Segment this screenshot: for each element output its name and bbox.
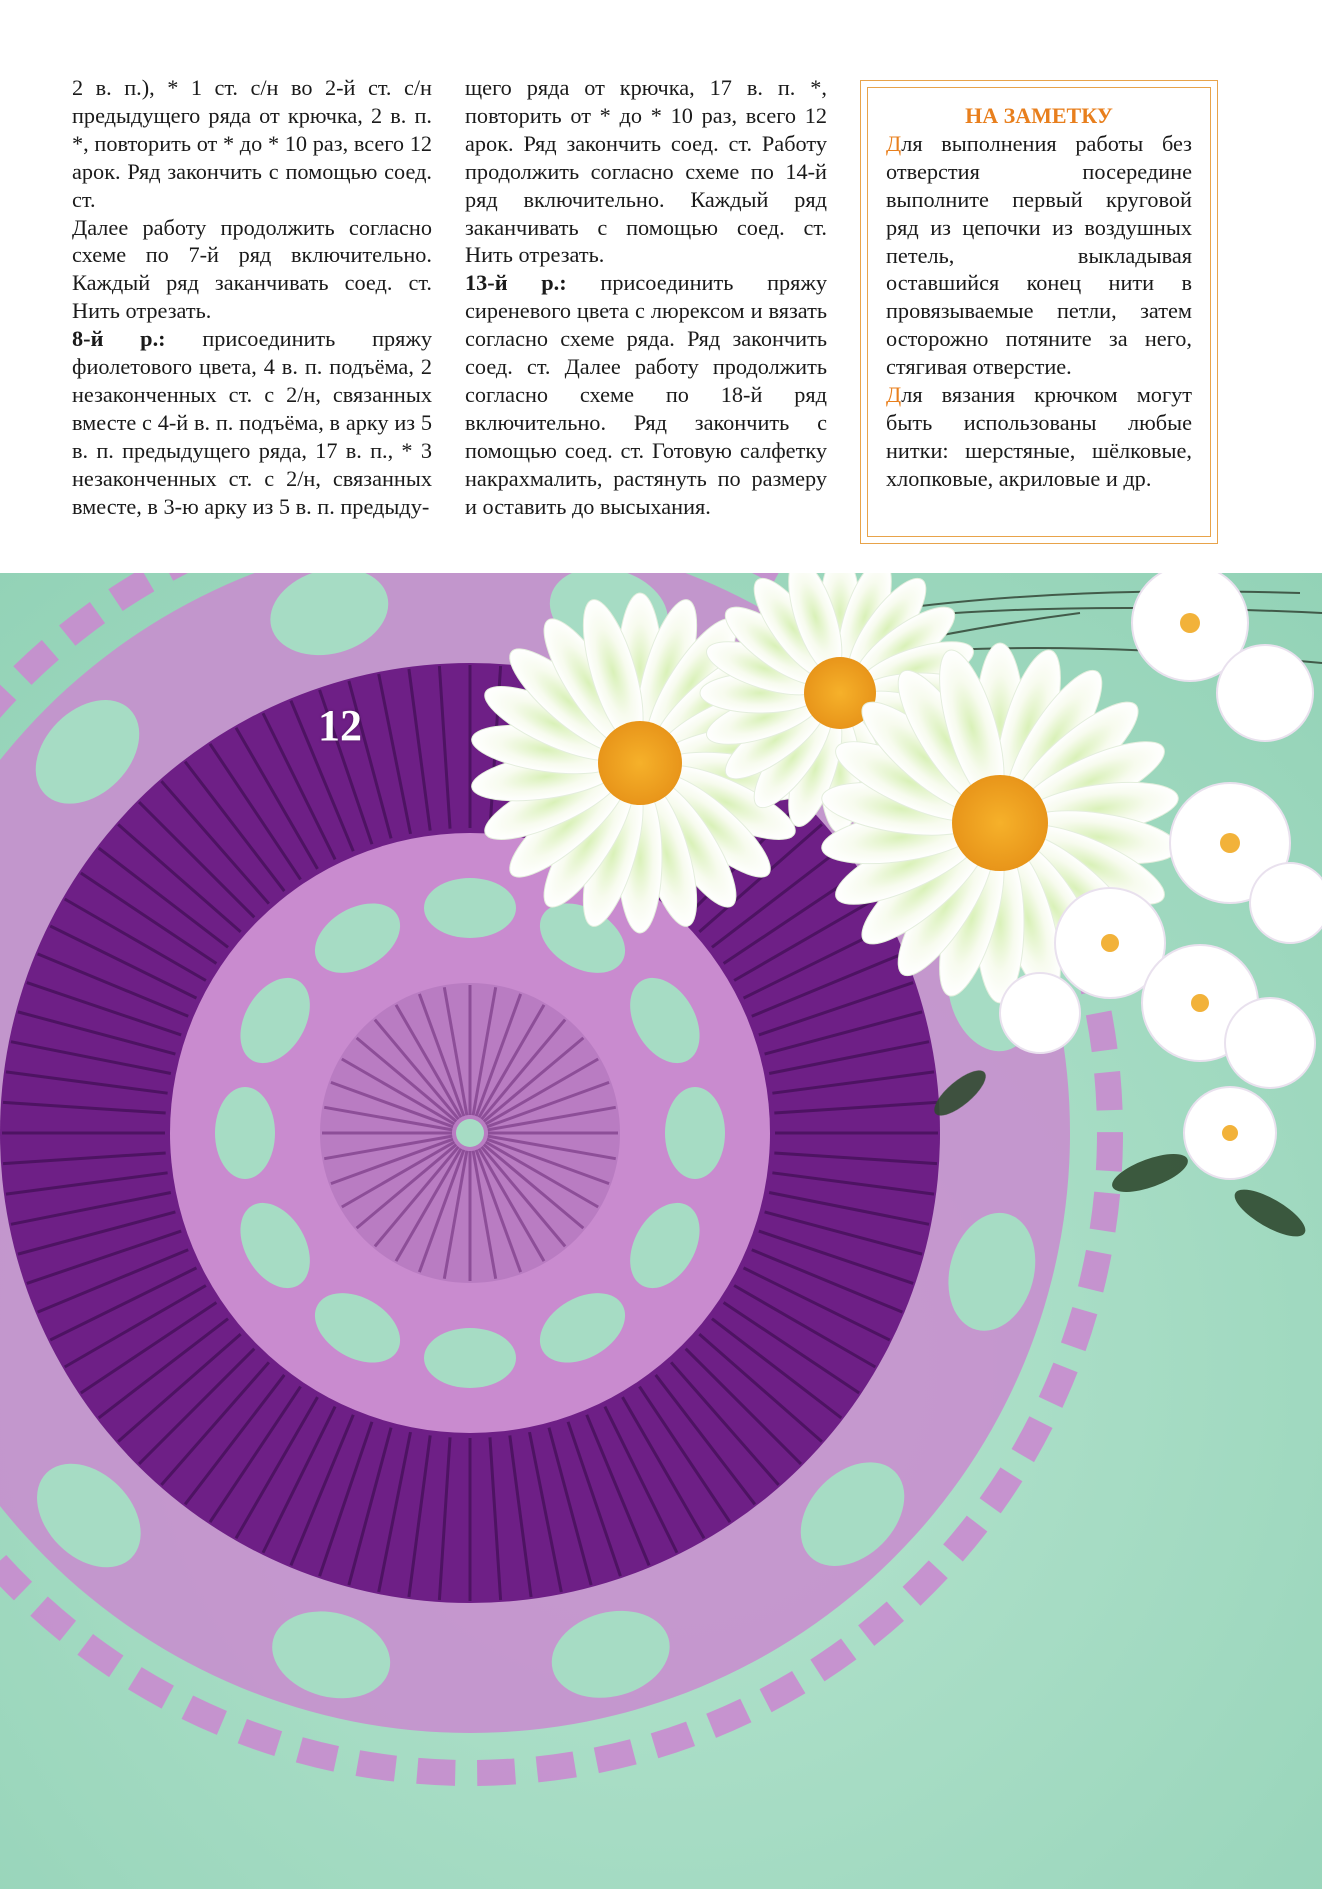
row-label: 8-й р.:: [72, 326, 166, 352]
paragraph: [465, 269, 827, 520]
text-column-left: [72, 74, 432, 521]
paragraph: [72, 325, 432, 520]
drop-cap: Д: [886, 130, 902, 156]
note-paragraph: [886, 381, 1192, 493]
doily-photo: [0, 573, 1322, 1889]
row-text: присоединить пряжу фиолетового цвета, 4 в. п. подъёма, 2 незаконченных ст. с 2/н, связанных вместе с 4-й в. п. подъёма, в арку из 5 в. п. предыдущего ряда, 17 в. п., * 3 незаконченных ст. с 2/н, связанных вместе, в 3-ю арку из 5 в. п. предыду-: [72, 326, 432, 519]
row-text: присоединить пряжу сиреневого цвета с люрексом и вязать согласно схеме ряда. Ряд закончить соед. ст. Далее работу продолжить согласно схеме по 18-й ряд включительно. Ряд закончить с помощью соед. ст. Готовую салфетку накрахмалить, растянуть по размеру и оставить до высыхания.: [465, 270, 827, 519]
note-text: ля вязания крючком могут быть использованы любые нитки: шерстяные, шёлковые, хлопковые, акриловые и др.: [886, 382, 1192, 491]
drop-cap: Д: [886, 382, 902, 408]
note-text: ля выполнения работы без отверстия посередине выполните первый круговой ряд из цепочки из воздушных петель, выкладывая оставшийся конец нити в провязываемые петли, затем осторожно потяните за него, стягивая отверстие.: [886, 130, 1192, 380]
paragraph: 2 в. п.), * 1 ст. с/н во 2-й ст. с/н предыдущего ряда от крючка, 2 в. п. *, повторить от * до * 10 раз, всего 12 арок. Ряд закончить с помощью соед. ст.: [72, 75, 432, 212]
note-box: [886, 102, 1192, 493]
row-label: 13-й р.:: [465, 270, 567, 296]
text-column-middle: [465, 74, 827, 521]
note-title: НА ЗАМЕТКУ: [965, 103, 1113, 128]
paragraph: Далее работу продолжить согласно схеме по 7-й ряд включительно. Каждый ряд заканчивать соед. ст. Нить отрезать.: [72, 214, 432, 324]
figure-number: 12: [318, 701, 362, 750]
paragraph: щего ряда от крючка, 17 в. п. *, повторить от * до * 10 раз, всего 12 арок. Ряд закончить соед. ст. Работу продолжить согласно схеме по 14-й ряд включительно. Каждый ряд заканчивать с помощью соед. ст. Нить отрезать.: [465, 75, 827, 268]
note-paragraph: [886, 130, 1192, 381]
